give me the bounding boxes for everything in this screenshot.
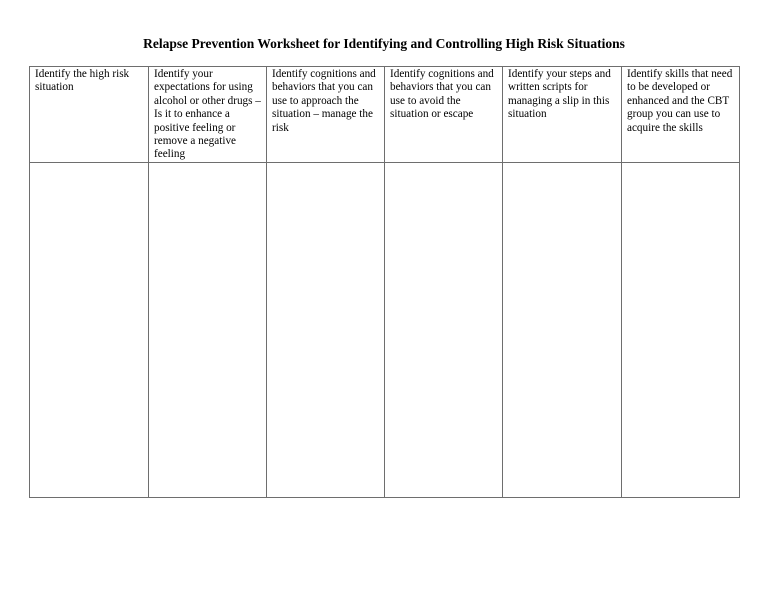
entry-cell-slip-scripts[interactable]	[503, 162, 622, 497]
column-header-approach-cognitions: Identify cognitions and behaviors that you can use to approach the situation – manage the risk	[267, 67, 385, 163]
entry-cell-skills[interactable]	[622, 162, 740, 497]
table-row	[30, 162, 740, 497]
entry-cell-expectations[interactable]	[149, 162, 267, 497]
entry-cell-approach-cognitions[interactable]	[267, 162, 385, 497]
column-header-skills: Identify skills that need to be developed or enhanced and the CBT group you can use to acquire the skills	[622, 67, 740, 163]
column-header-slip-scripts: Identify your steps and written scripts for managing a slip in this situation	[503, 67, 622, 163]
entry-cell-avoid-cognitions[interactable]	[385, 162, 503, 497]
header-row	[30, 67, 740, 163]
column-header-high-risk-situation: Identify the high risk situation	[30, 67, 149, 163]
column-header-avoid-cognitions: Identify cognitions and behaviors that you can use to avoid the situation or escape	[385, 67, 503, 163]
entry-cell-high-risk-situation[interactable]	[30, 162, 149, 497]
worksheet-table	[29, 66, 740, 498]
worksheet-title: Relapse Prevention Worksheet for Identifying and Controlling High Risk Situations	[143, 36, 625, 51]
column-header-expectations: Identify your expectations for using alcohol or other drugs – Is it to enhance a positive feeling or remove a negative feeling	[149, 67, 267, 163]
